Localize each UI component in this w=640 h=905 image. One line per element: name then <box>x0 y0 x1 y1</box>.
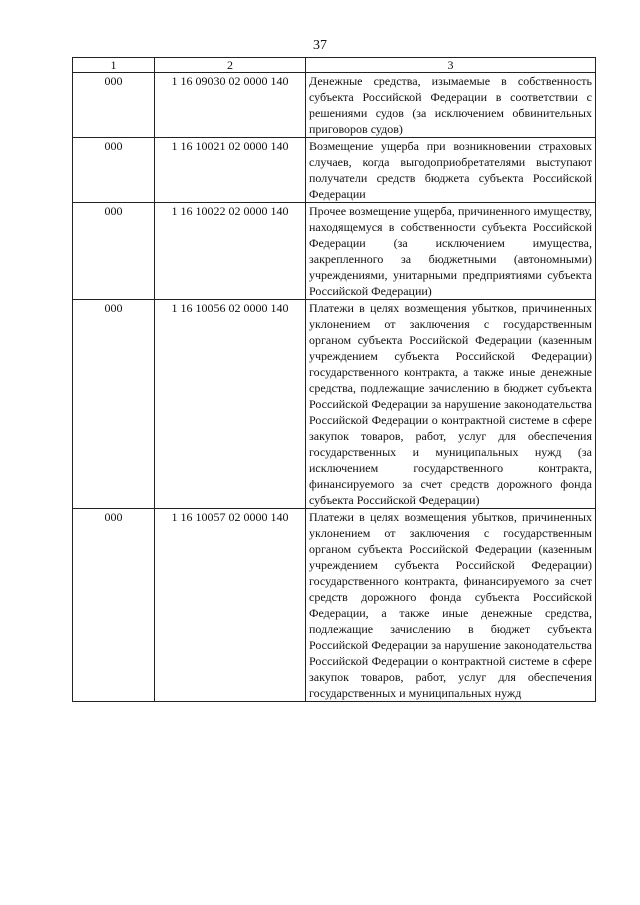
admin-code-cell: 000 <box>73 509 155 702</box>
description-cell: Возмещение ущерба при возникновении страховых случаев, когда выгодоприобретателями выступают получатели средств бюджета субъекта Российской Федерации <box>306 138 596 203</box>
kbk-code-cell: 1 16 10057 02 0000 140 <box>155 509 306 702</box>
table-header <box>73 58 596 73</box>
column-header-2: 2 <box>155 58 306 73</box>
table-row <box>73 138 596 203</box>
kbk-code-cell: 1 16 10021 02 0000 140 <box>155 138 306 203</box>
admin-code-cell: 000 <box>73 138 155 203</box>
admin-code-cell: 000 <box>73 300 155 509</box>
column-header-3: 3 <box>306 58 596 73</box>
description-cell: Прочее возмещение ущерба, причиненного имуществу, находящемуся в собственности субъекта Российской Федерации (за исключением имущества, закрепленного за бюджетными (автономными) учреждениями, унитарными предприятиями субъекта Российской Федерации) <box>306 203 596 300</box>
table-row <box>73 203 596 300</box>
kbk-code-cell: 1 16 09030 02 0000 140 <box>155 73 306 138</box>
admin-code-cell: 000 <box>73 203 155 300</box>
table-row <box>73 73 596 138</box>
page-number: 37 <box>313 38 327 53</box>
budget-revenue-table <box>72 57 596 702</box>
description-cell: Денежные средства, изымаемые в собственность субъекта Российской Федерации в соответствии с решениями судов (за исключением обвинительных приговоров судов) <box>306 73 596 138</box>
admin-code-cell: 000 <box>73 73 155 138</box>
column-header-1: 1 <box>73 58 155 73</box>
kbk-code-cell: 1 16 10022 02 0000 140 <box>155 203 306 300</box>
description-cell: Платежи в целях возмещения убытков, причиненных уклонением от заключения с государственным органом субъекта Российской Федерации (казенным учреждением субъекта Российской Федерации) государственного контракта, финансируемого за счет средств дорожного фонда субъекта Российской Федерации, а также иные денежные средства, подлежащие зачислению в бюджет субъекта Российской Федерации за нарушение законодательства Российской Федерации о контрактной системе в сфере закупок товаров, работ, услуг для обеспечения государственных и муниципальных нужд <box>306 509 596 702</box>
kbk-code-cell: 1 16 10056 02 0000 140 <box>155 300 306 509</box>
description-cell: Платежи в целях возмещения убытков, причиненных уклонением от заключения с государственным органом субъекта Российской Федерации (казенным учреждением субъекта Российской Федерации) государственного контракта, а также иные денежные средства, подлежащие зачислению в бюджет субъекта Российской Федерации за нарушение законодательства Российской Федерации о контрактной системе в сфере закупок товаров, работ, услуг для обеспечения государственных и муниципальных нужд (за исключением государственного контракта, финансируемого за счет средств дорожного фонда субъекта Российской Федерации) <box>306 300 596 509</box>
table-header-row <box>73 58 596 73</box>
table-body <box>73 73 596 702</box>
table-row <box>73 509 596 702</box>
table-row <box>73 300 596 509</box>
